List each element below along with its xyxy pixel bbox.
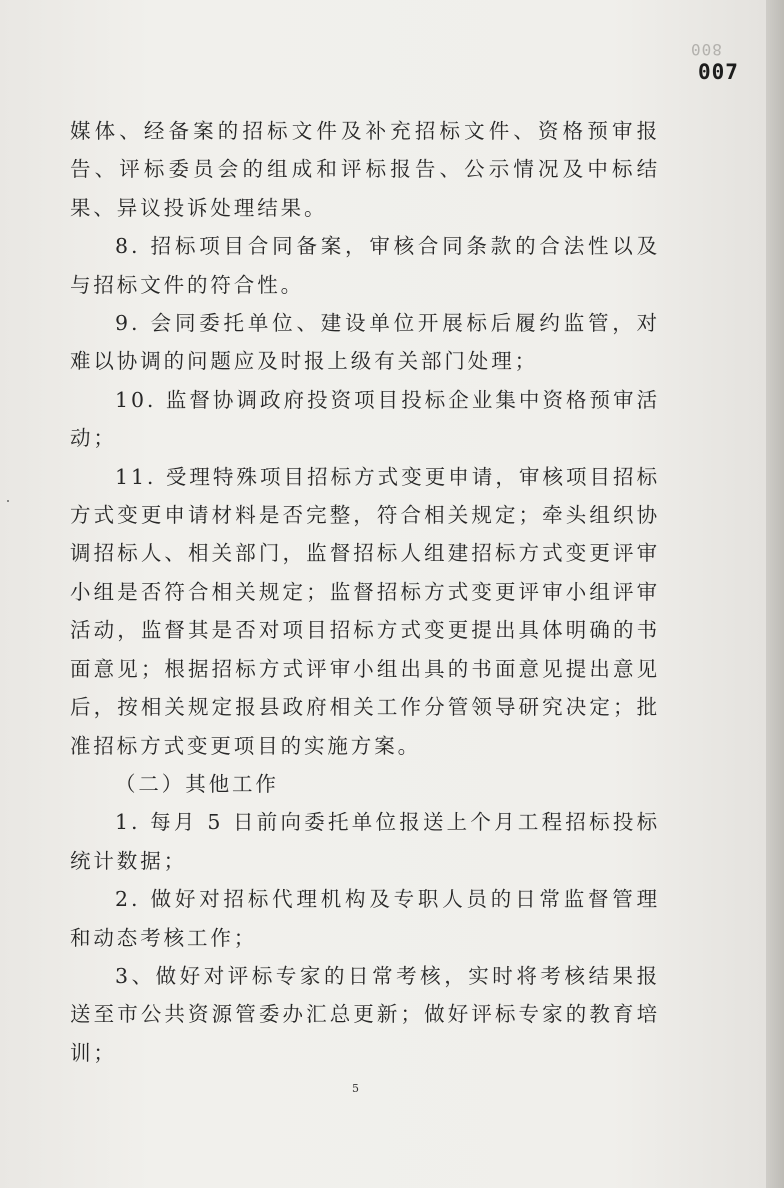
paragraph: 3、做好对评标专家的日常考核，实时将考核结果报送至市公共资源管委办汇总更新；做好评标专家的教育培训； <box>70 963 660 1065</box>
bleed-through-stamp: 800 <box>690 40 722 59</box>
body-text <box>70 112 660 1072</box>
paragraph: 11. 受理特殊项目招标方式变更申请，审核项目招标方式变更申请材料是否完整，符合相关规定；牵头组织协调招标人、相关部门，监督招标人组建招标方式变更评审小组是否符合相关规定；监督招标方式变更评审小组评审活动，监督其是否对项目招标方式变更提出具体明确的书面意见；根据招标方式评审小组出具的书面意见提出意见后，按相关规定报县政府相关工作分管领导研究决定；批准招标方式变更项目的实施方案。 <box>70 464 660 758</box>
paragraph: 8. 招标项目合同备案，审核合同条款的合法性以及与招标文件的符合性。 <box>70 234 660 297</box>
page-number-stamp: 007 <box>698 60 739 84</box>
paragraph: 2. 做好对招标代理机构及专职人员的日常监督管理和动态考核工作； <box>70 887 660 950</box>
next-page-edge <box>766 0 784 1188</box>
paragraph: 9. 会同委托单位、建设单位开展标后履约监管，对难以协调的问题应及时报上级有关部门处理； <box>70 311 660 374</box>
section-heading: （二）其他工作 <box>115 771 279 796</box>
paragraph: 10. 监督协调政府投资项目投标企业集中资格预审活动； <box>70 387 660 451</box>
page-footer-number: 5 <box>352 1082 359 1095</box>
paragraph: 1. 每月 5 日前向委托单位报送上个月工程招标投标统计数据； <box>70 810 660 873</box>
punch-mark <box>7 500 9 502</box>
paragraph: 媒体、经备案的招标文件及补充招标文件、资格预审报告、评标委员会的组成和评标报告、公示情况及中标结果、异议投诉处理结果。 <box>70 119 660 220</box>
